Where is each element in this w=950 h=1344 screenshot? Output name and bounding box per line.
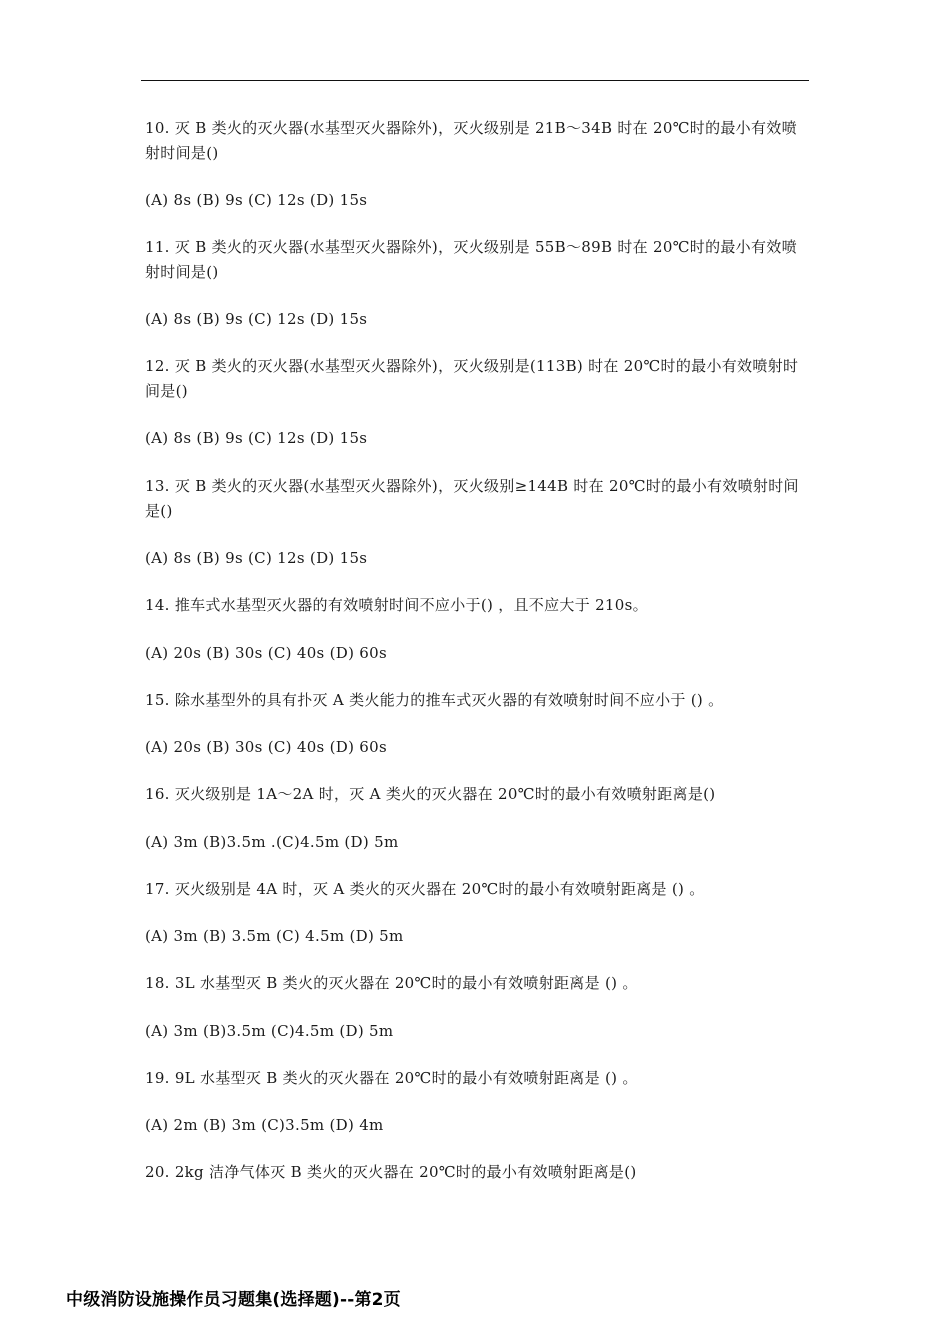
header-rule: [141, 80, 809, 81]
options-18: (A) 3m (B)3.5m (C)4.5m (D) 5m: [145, 1022, 394, 1040]
question-19: 19. 9L 水基型灭 B 类火的灭火器在 20℃时的最小有效喷射距离是 () 。: [145, 1069, 638, 1087]
question-16: 16. 灭火级别是 1A～2A 时，灭 A 类火的灭火器在 20℃时的最小有效喷射距离是(): [145, 785, 716, 803]
options-14: (A) 20s (B) 30s (C) 40s (D) 60s: [145, 644, 387, 662]
question-12: 12. 灭 B 类火的灭火器(水基型灭火器除外)，灭火级别是(113B) 时在 20℃时的最小有效喷射时间是(): [145, 357, 799, 400]
question-20: 20. 2kg 洁净气体灭 B 类火的灭火器在 20℃时的最小有效喷射距离是(): [145, 1163, 637, 1181]
options-12: (A) 8s (B) 9s (C) 12s (D) 15s: [145, 429, 368, 447]
question-10: 10. 灭 B 类火的灭火器(水基型灭火器除外)，灭火级别是 21B～34B 时在 20℃时的最小有效喷射时间是(): [145, 119, 797, 162]
question-11: 11. 灭 B 类火的灭火器(水基型灭火器除外)，灭火级别是 55B～89B 时在 20℃时的最小有效喷射时间是(): [145, 238, 797, 281]
question-17: 17. 灭火级别是 4A 时，灭 A 类火的灭火器在 20℃时的最小有效喷射距离是 () 。: [145, 880, 705, 898]
question-13: 13. 灭 B 类火的灭火器(水基型灭火器除外)，灭火级别≥144B 时在 20℃时的最小有效喷射时间是(): [145, 477, 799, 520]
options-11: (A) 8s (B) 9s (C) 12s (D) 15s: [145, 310, 368, 328]
page-footer: 中级消防设施操作员习题集(选择题)--第2页: [66, 1290, 401, 1310]
options-16: (A) 3m (B)3.5m .(C)4.5m (D) 5m: [145, 833, 399, 851]
options-13: (A) 8s (B) 9s (C) 12s (D) 15s: [145, 549, 368, 567]
options-17: (A) 3m (B) 3.5m (C) 4.5m (D) 5m: [145, 927, 404, 945]
options-19: (A) 2m (B) 3m (C)3.5m (D) 4m: [145, 1116, 384, 1134]
options-15: (A) 20s (B) 30s (C) 40s (D) 60s: [145, 738, 387, 756]
question-14: 14. 推车式水基型灭火器的有效喷射时间不应小于() ，且不应大于 210s。: [145, 596, 648, 614]
options-10: (A) 8s (B) 9s (C) 12s (D) 15s: [145, 191, 368, 209]
question-15: 15. 除水基型外的具有扑灭 A 类火能力的推车式灭火器的有效喷射时间不应小于 () 。: [145, 691, 724, 709]
question-18: 18. 3L 水基型灭 B 类火的灭火器在 20℃时的最小有效喷射距离是 () 。: [145, 974, 638, 992]
